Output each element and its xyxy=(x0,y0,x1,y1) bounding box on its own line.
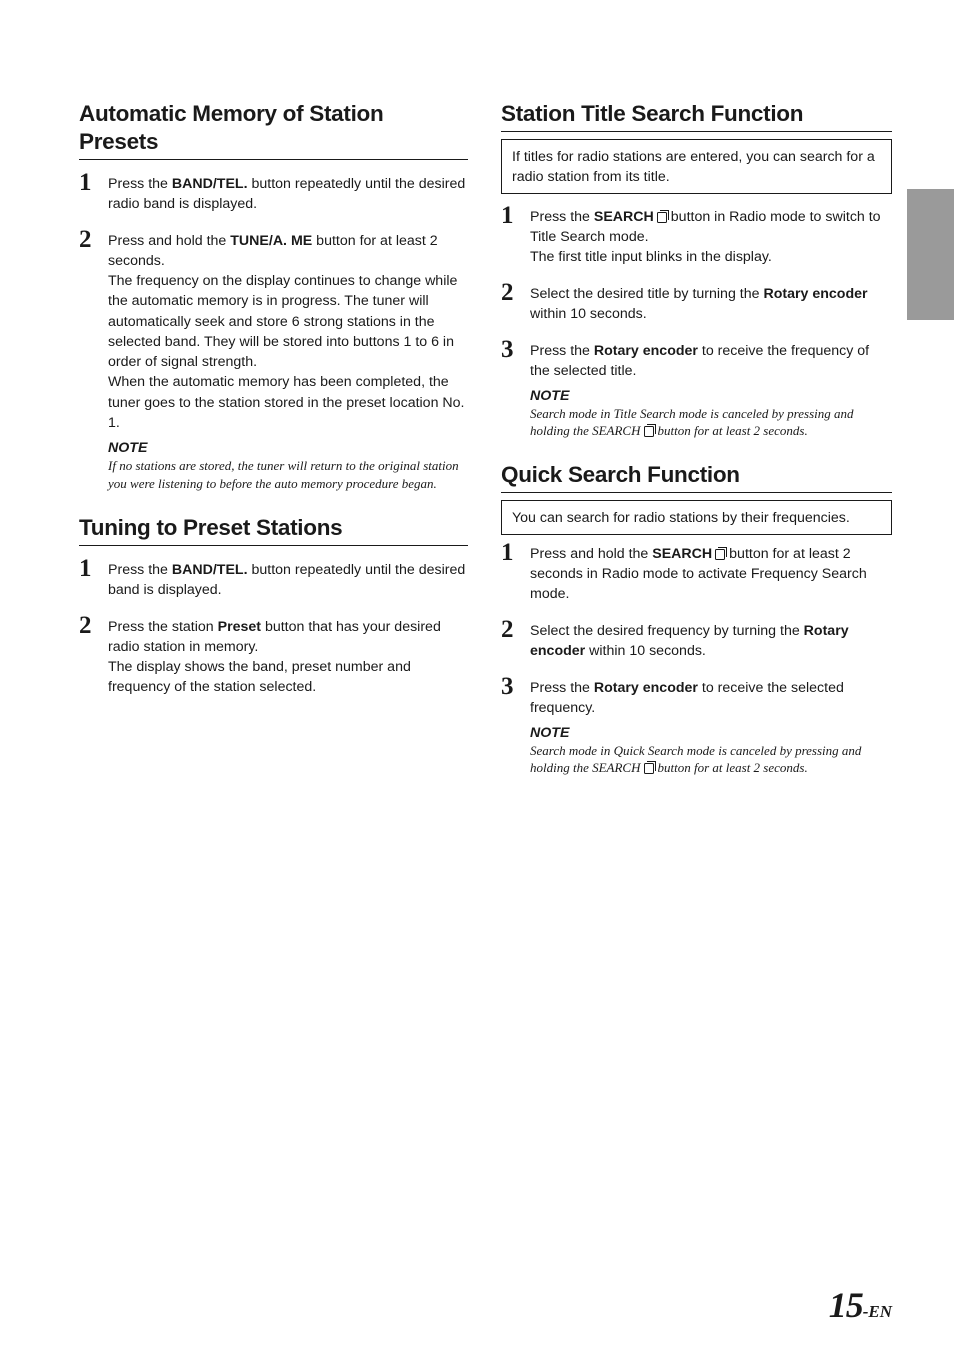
step-number: 3 xyxy=(501,672,514,700)
title-search-note xyxy=(501,387,892,440)
step-number: 1 xyxy=(79,554,92,582)
step-text: Press the station Preset button that has your desired radio station in memory. xyxy=(108,618,441,655)
note-text: Search mode in Title Search mode is canceled by pressing and holding the SEARCH button for at least 2 seconds. xyxy=(530,406,854,439)
step-number: 2 xyxy=(501,279,514,306)
step-detail: The frequency on the display continues to change while the automatic memory is in progress. The tuner will automatically seek and store 6 strong stations in the selected band. They will be stored into buttons 1 to 6 in order of signal strength. xyxy=(108,273,458,371)
right-column xyxy=(501,100,892,776)
step-detail: The display shows the band, preset number and frequency of the station selected. xyxy=(108,658,411,696)
quick-search-step-3 xyxy=(501,672,892,718)
step-text: Select the desired frequency by turning the Rotary encoder within 10 seconds. xyxy=(530,622,849,659)
tuning-section xyxy=(79,514,468,698)
note-text: If no stations are stored, the tuner will return to the original station you were listening to before the auto memory procedure began. xyxy=(108,458,459,491)
auto-memory-section xyxy=(79,100,468,492)
note-label: NOTE xyxy=(530,388,570,404)
section-title-auto-memory: Automatic Memory of Station Presets xyxy=(79,100,468,160)
step-detail: The first title input blinks in the display. xyxy=(530,249,772,265)
search-icon xyxy=(644,425,655,436)
step-number: 3 xyxy=(501,336,514,363)
quick-search-step-2 xyxy=(501,615,892,661)
title-search-step-3 xyxy=(501,336,892,381)
title-search-step-2 xyxy=(501,279,892,324)
step-text: Press the Rotary encoder to receive the selected frequency. xyxy=(530,679,844,716)
step-text: Select the desired title by turning the Rotary encoder within 10 seconds. xyxy=(530,286,868,322)
note-label: NOTE xyxy=(108,440,148,457)
intro-box: If titles for radio stations are entered, you can search for a radio station from its title. xyxy=(501,139,892,194)
search-icon xyxy=(644,762,655,773)
section-title-tuning: Tuning to Preset Stations xyxy=(79,514,468,546)
step-number: 1 xyxy=(501,538,514,566)
note-text: Search mode in Quick Search mode is canceled by pressing and holding the SEARCH button for at least 2 seconds. xyxy=(530,742,862,775)
step-text: Press the Rotary encoder to receive the frequency of the selected title. xyxy=(530,343,870,379)
page-number-suffix: -EN xyxy=(862,1302,892,1321)
step-detail: When the automatic memory has been completed, the tuner goes to the station stored in the preset location No. 1. xyxy=(108,374,465,432)
auto-memory-step-1 xyxy=(79,169,468,214)
side-tab-marker xyxy=(907,189,954,320)
left-column xyxy=(79,100,468,698)
quick-search-section xyxy=(501,461,892,777)
tuning-step-1 xyxy=(79,554,468,600)
step-text: Press the BAND/TEL. button repeatedly until the desired band is displayed. xyxy=(108,561,466,598)
intro-box: You can search for radio stations by their frequencies. xyxy=(501,500,892,535)
page-number-value: 15 xyxy=(828,1285,863,1325)
step-text: Press the BAND/TEL. button repeatedly until the desired radio band is displayed. xyxy=(108,176,466,212)
search-icon xyxy=(715,548,726,559)
step-text: Press the SEARCH button in Radio mode to switch to Title Search mode. xyxy=(530,209,881,245)
step-number: 2 xyxy=(79,611,92,639)
search-icon xyxy=(657,211,668,222)
step-text: Press and hold the TUNE/A. ME button for at least 2 seconds. xyxy=(108,233,438,269)
title-search-section xyxy=(501,100,892,440)
page-number xyxy=(829,1284,892,1326)
note-label: NOTE xyxy=(530,724,570,741)
step-number: 1 xyxy=(79,169,92,196)
auto-memory-note xyxy=(79,439,468,492)
step-number: 1 xyxy=(501,202,514,229)
tuning-step-2 xyxy=(79,611,468,698)
section-title-quick-search: Quick Search Function xyxy=(501,461,892,493)
step-number: 2 xyxy=(501,615,514,643)
quick-search-note xyxy=(501,724,892,777)
title-search-step-1 xyxy=(501,202,892,267)
section-title-title-search: Station Title Search Function xyxy=(501,100,892,132)
step-text: Press and hold the SEARCH button for at least 2 seconds in Radio mode to activate Frequency Search mode. xyxy=(530,545,867,602)
step-number: 2 xyxy=(79,226,92,253)
auto-memory-step-2 xyxy=(79,226,468,433)
quick-search-step-1 xyxy=(501,538,892,604)
